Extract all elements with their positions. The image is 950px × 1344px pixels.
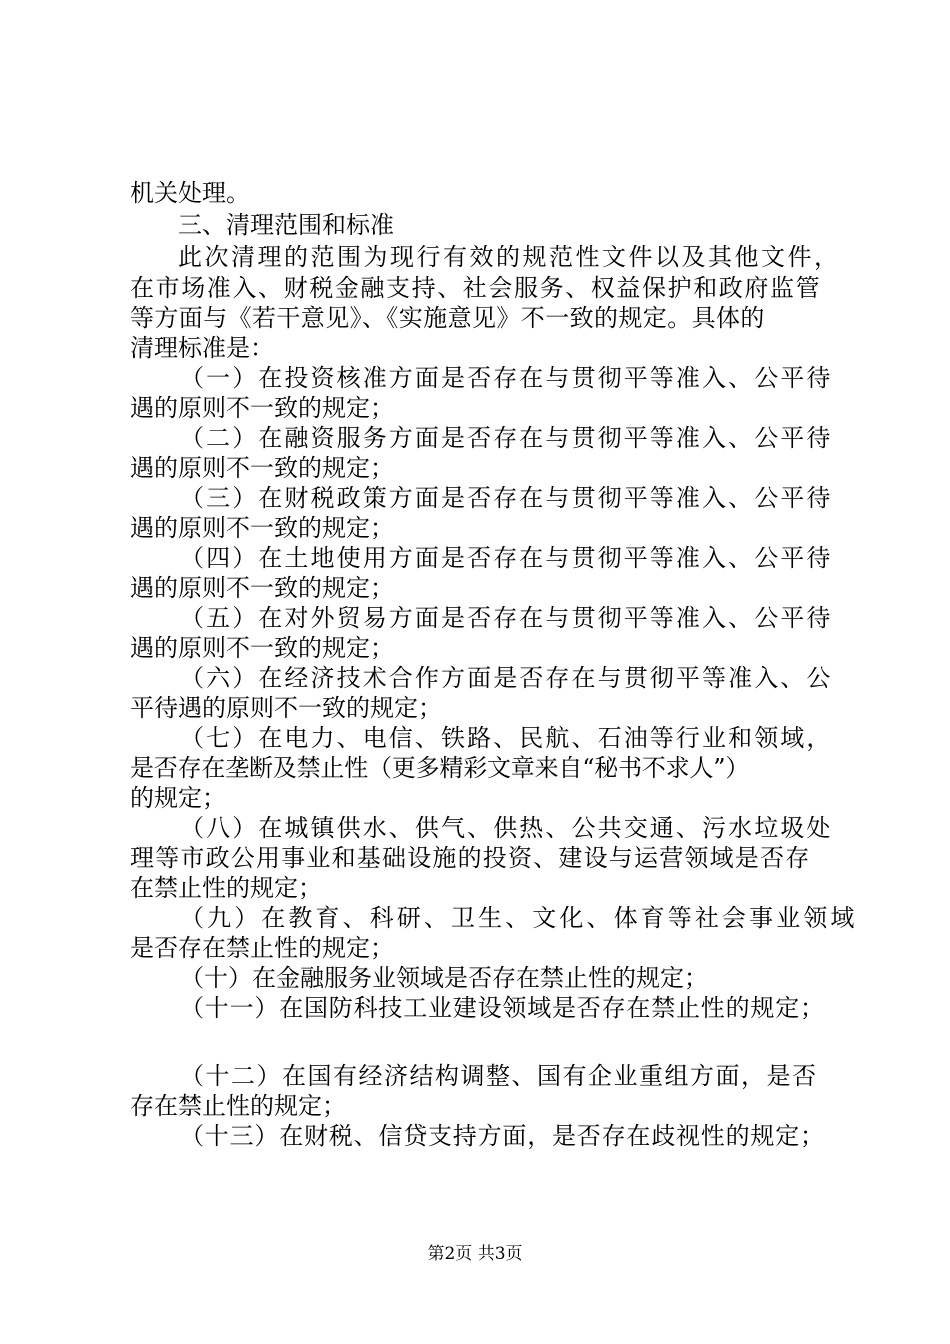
document-page: 机关处理。 三、清理范围和标准 此次清理的范围为现行有效的规范性文件以及其他文件， 在市场准入、财税金融支持、社会服务、权益保护和政府监管 等方面与《若干意见》、《实施意见》不一致的规定。具体的 清理标准是： （一）在投资核准方面是否存在与贯彻平等准入、公平待 遇的原则不一致的规定； （二）在融资服务方面是否存在与贯彻平等准入、公平待 遇的原则不一致的规定； （三）在财税政策方面是否存在与贯彻平等准入、公平待 遇的原则不一致的规定； （四）在土地使用方面是否存在与贯彻平等准入、公平待 遇的原则不一致的规定； （五）在对外贸易方面是否存在与贯彻平等准入、公平待 遇的原则不一致的规定； （六）在经济技术合作方面是否存在与贯彻平等准入、公 平待遇的原则不一致的规定； （七）在电力、电信、铁路、民航、石油等行业和领域， 是否存在垄断及禁止性（更多精彩文章来自“秘书不求人”） 的规定； （八）在城镇供水、供气、供热、公共交通、污水垃圾处 理等市政公用事业和基础设施的投资、建设与运营领域是否存 在禁止性的规定； （九）在教育、科研、卫生、文化、体育等社会事业领域 是否存在禁止性的规定； （十）在金融服务业领域是否存在禁止性的规定； （十一）在国防科技工业建设领域是否存在禁止性的规定； （十二）在国有经济结构调整、国有企业重组方面，是否 存在禁止性的规定； （十三）在财税、信贷支持方面，是否存在歧视性的规定； 第2页 共3页 xyxy=(0,0,950,1344)
page-footer: 第2页 共3页 xyxy=(427,1244,523,1264)
